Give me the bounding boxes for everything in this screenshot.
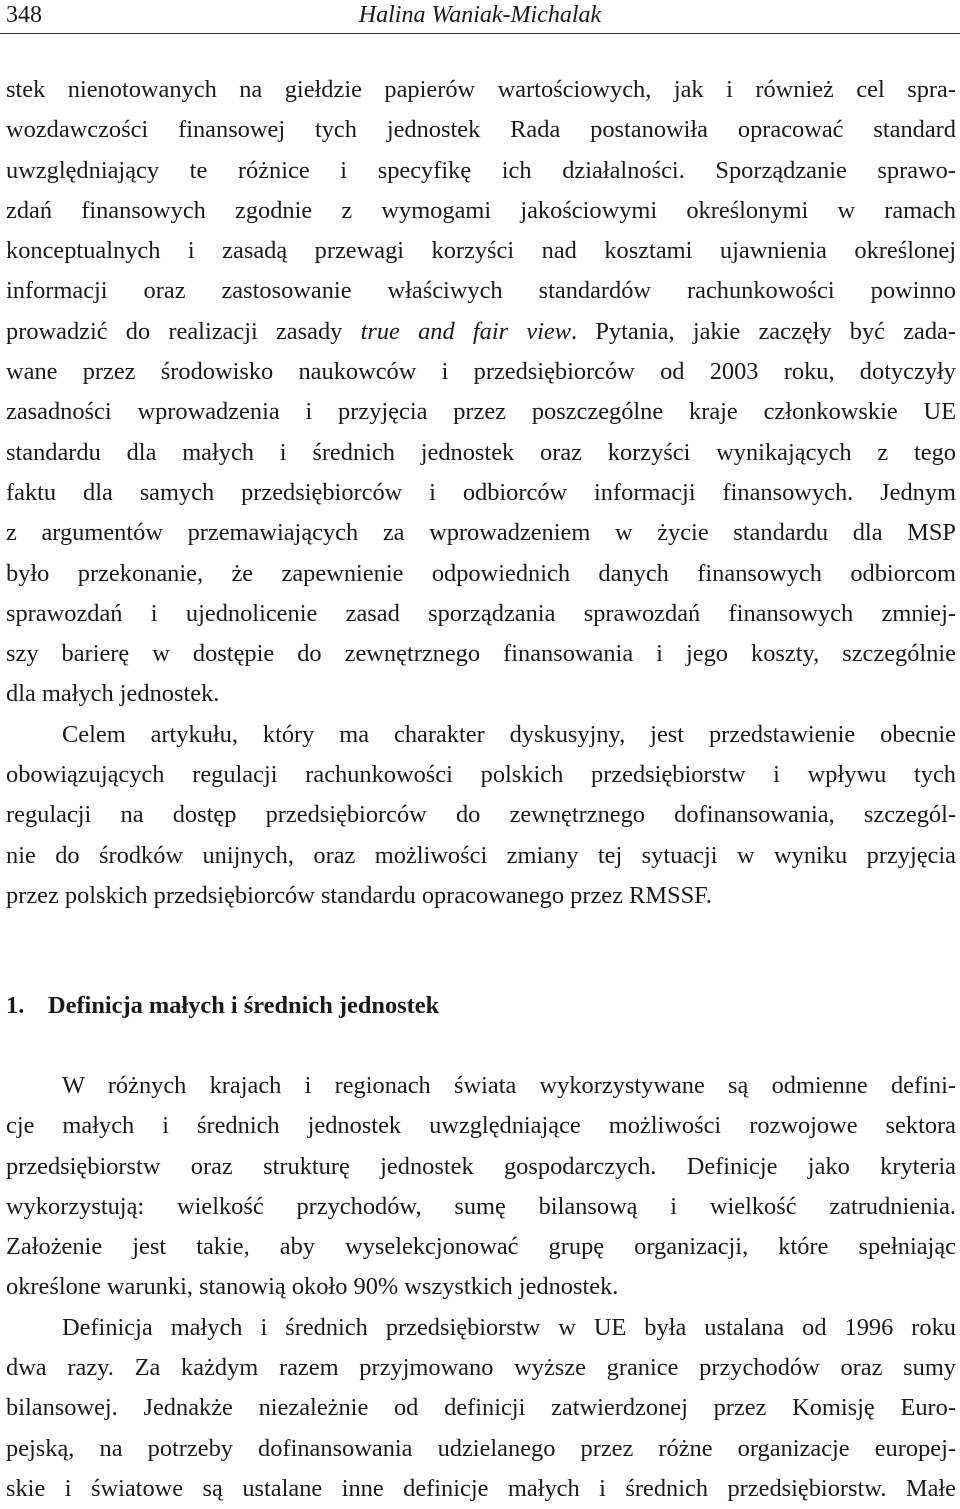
text-line: uwzględniający te różnice i specyfikę ich działalności. Sporządzanie sprawo- xyxy=(6,156,956,184)
text-line: cje małych i średnich jednostek uwzględniające możliwości rozwojowe sektora xyxy=(6,1112,956,1140)
text-line: zdań finansowych zgodnie z wymogami jakościowymi określonymi w ramach xyxy=(6,196,956,224)
text-line: pejską, na potrzeby dofinansowania udzielanego przez różne organizacje europej- xyxy=(6,1434,956,1462)
page-number: 348 xyxy=(6,2,42,28)
section-title: Definicja małych i średnich jednostek xyxy=(48,992,440,1019)
text-line: Celem artykułu, który ma charakter dyskusyjny, jest przedstawienie obecnie xyxy=(62,720,956,748)
text-line: Definicja małych i średnich przedsiębiorstw w UE była ustalana od 1996 roku xyxy=(62,1313,956,1341)
text-line: dla małych jednostek. xyxy=(6,680,220,708)
text-line: z argumentów przemawiających za wprowadzeniem w życie standardu dla MSP xyxy=(6,519,956,547)
text-line: sprawozdań i ujednolicenie zasad sporządzania sprawozdań finansowych zmniej- xyxy=(6,599,956,627)
section-heading xyxy=(6,986,439,1026)
text-line: wykorzystują: wielkość przychodów, sumę bilansową i wielkość zatrudnienia. xyxy=(6,1192,956,1220)
text-line: przez polskich przedsiębiorców standardu opracowanego przez RMSSF. xyxy=(6,881,712,909)
text-line: informacji oraz zastosowanie właściwych standardów rachunkowości powinno xyxy=(6,277,956,305)
text-line: Założenie jest takie, aby wyselekcjonować grupę organizacji, które spełniając xyxy=(6,1233,956,1261)
text-line: szy barierę w dostępie do zewnętrznego finansowania i jego koszty, szczególnie xyxy=(6,640,956,668)
text-line: wane przez środowisko naukowców i przedsiębiorców od 2003 roku, dotyczyły xyxy=(6,358,956,386)
text-line: określone warunki, stanowią około 90% wszystkich jednostek. xyxy=(6,1273,619,1301)
header-rule xyxy=(0,33,960,34)
text-line: zasadności wprowadzenia i przyjęcia przez poszczególne kraje członkowskie UE xyxy=(6,398,956,426)
page-header xyxy=(0,0,960,34)
text-line: przedsiębiorstw oraz strukturę jednostek gospodarczych. Definicje jako kryteria xyxy=(6,1152,956,1180)
text-segment: . Pytania, jakie zaczęły być zada- xyxy=(571,317,956,345)
text-line: skie i światowe są ustalane inne definicje małych i średnich przedsiębiorstw. Małe xyxy=(6,1474,956,1502)
text-line: faktu dla samych przedsiębiorców i odbiorców informacji finansowych. Jednym xyxy=(6,478,956,506)
text-line: standardu dla małych i średnich jednostek oraz korzyści wynikających z tego xyxy=(6,438,956,466)
text-line: bilansowej. Jednakże niezależnie od definicji zatwierdzonej przez Komisję Euro- xyxy=(6,1394,956,1422)
section-number: 1. xyxy=(6,992,25,1019)
paragraph-2 xyxy=(6,715,956,916)
text-line: wozdawczości finansowej tych jednostek Rada postanowiła opracować standard xyxy=(6,116,956,144)
paragraph-1 xyxy=(6,70,956,715)
text-line xyxy=(6,312,956,352)
text-line: dwa razy. Za każdym razem przyjmowano wyższe granice przychodów oraz sumy xyxy=(6,1354,956,1382)
body-text xyxy=(6,70,956,916)
text-line: konceptualnych i zasadą przewagi korzyści nad kosztami ujawnienia określonej xyxy=(6,237,956,265)
text-segment: prowadzić do realizacji zasady xyxy=(6,317,361,345)
text-line: W różnych krajach i regionach świata wykorzystywane są odmienne defini- xyxy=(62,1072,956,1099)
text-line: stek nienotowanych na giełdzie papierów wartościowych, jak i również cel spra- xyxy=(6,76,956,103)
body-text-section-1 xyxy=(6,1066,956,1509)
paragraph-4 xyxy=(6,1308,956,1509)
running-head: Halina Waniak-Michalak xyxy=(358,2,602,28)
text-line: było przekonanie, że zapewnienie odpowiednich danych finansowych odbiorcom xyxy=(6,559,956,587)
paragraph-3 xyxy=(6,1066,956,1308)
italic-phrase: true and fair view xyxy=(360,317,572,345)
text-line: obowiązujących regulacji rachunkowości polskich przedsiębiorstw i wpływu tych xyxy=(6,761,956,789)
text-line: regulacji na dostęp przedsiębiorców do zewnętrznego dofinansowania, szczegól- xyxy=(6,801,956,829)
text-line: nie do środków unijnych, oraz możliwości zmiany tej sytuacji w wyniku przyjęcia xyxy=(6,841,956,869)
